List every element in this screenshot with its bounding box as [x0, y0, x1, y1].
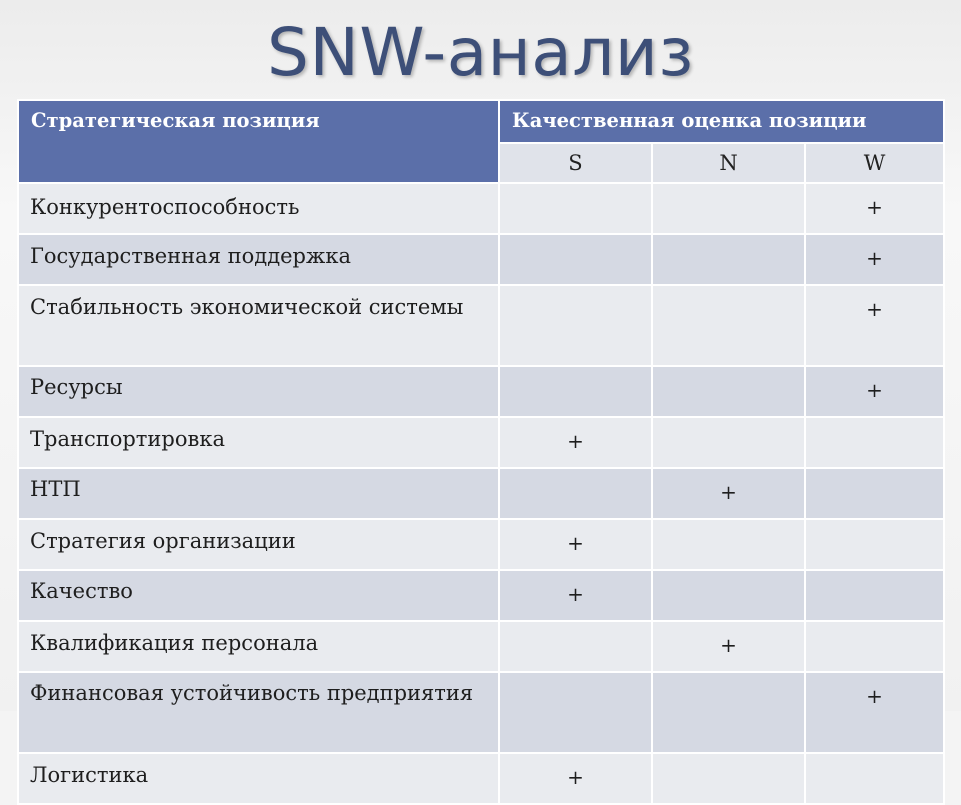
mark-s	[499, 234, 652, 285]
mark-n	[652, 234, 805, 285]
mark-n	[652, 417, 805, 468]
mark-w	[805, 468, 944, 519]
mark-n	[652, 570, 805, 621]
mark-n	[652, 753, 805, 804]
row-label: Стратегия организации	[18, 519, 499, 570]
row-label: Финансовая устойчивость предприятия	[18, 672, 499, 753]
header-qualitative-assessment: Качественная оценка позиции	[499, 100, 944, 143]
mark-w: +	[805, 366, 944, 417]
table-row	[18, 285, 944, 366]
mark-w	[805, 417, 944, 468]
row-label: Стабильность экономической системы	[18, 285, 499, 366]
mark-s: +	[499, 753, 652, 804]
row-label: Качество	[18, 570, 499, 621]
table-row	[18, 468, 944, 519]
row-label: Квалификация персонала	[18, 621, 499, 672]
row-label: Государственная поддержка	[18, 234, 499, 285]
mark-w: +	[805, 285, 944, 366]
row-label: Ресурсы	[18, 366, 499, 417]
slide-title: SNW-анализ	[267, 14, 694, 91]
mark-w: +	[805, 234, 944, 285]
mark-w	[805, 753, 944, 804]
table-row	[18, 621, 944, 672]
mark-s: +	[499, 570, 652, 621]
mark-w	[805, 570, 944, 621]
table-row	[18, 753, 944, 804]
mark-n	[652, 519, 805, 570]
mark-s	[499, 468, 652, 519]
table-row	[18, 519, 944, 570]
mark-n	[652, 285, 805, 366]
table-row	[18, 183, 944, 234]
mark-s: +	[499, 417, 652, 468]
column-header-n: N	[652, 143, 805, 183]
table-row	[18, 570, 944, 621]
header-strategic-position: Стратегическая позиция	[18, 100, 499, 183]
table-row	[18, 417, 944, 468]
row-label: НТП	[18, 468, 499, 519]
table-row	[18, 672, 944, 753]
row-label: Конкурентоспособность	[18, 183, 499, 234]
mark-n	[652, 183, 805, 234]
column-header-s: S	[499, 143, 652, 183]
column-header-w: W	[805, 143, 944, 183]
mark-n: +	[652, 468, 805, 519]
mark-s: +	[499, 519, 652, 570]
mark-n	[652, 366, 805, 417]
table-row	[18, 366, 944, 417]
row-label: Логистика	[18, 753, 499, 804]
table-row	[18, 234, 944, 285]
mark-n	[652, 672, 805, 753]
mark-s	[499, 183, 652, 234]
row-label: Транспортировка	[18, 417, 499, 468]
mark-w: +	[805, 183, 944, 234]
mark-s	[499, 672, 652, 753]
mark-s	[499, 621, 652, 672]
mark-w	[805, 519, 944, 570]
mark-w	[805, 621, 944, 672]
mark-s	[499, 285, 652, 366]
mark-n: +	[652, 621, 805, 672]
snw-table	[17, 99, 945, 805]
mark-s	[499, 366, 652, 417]
mark-w: +	[805, 672, 944, 753]
